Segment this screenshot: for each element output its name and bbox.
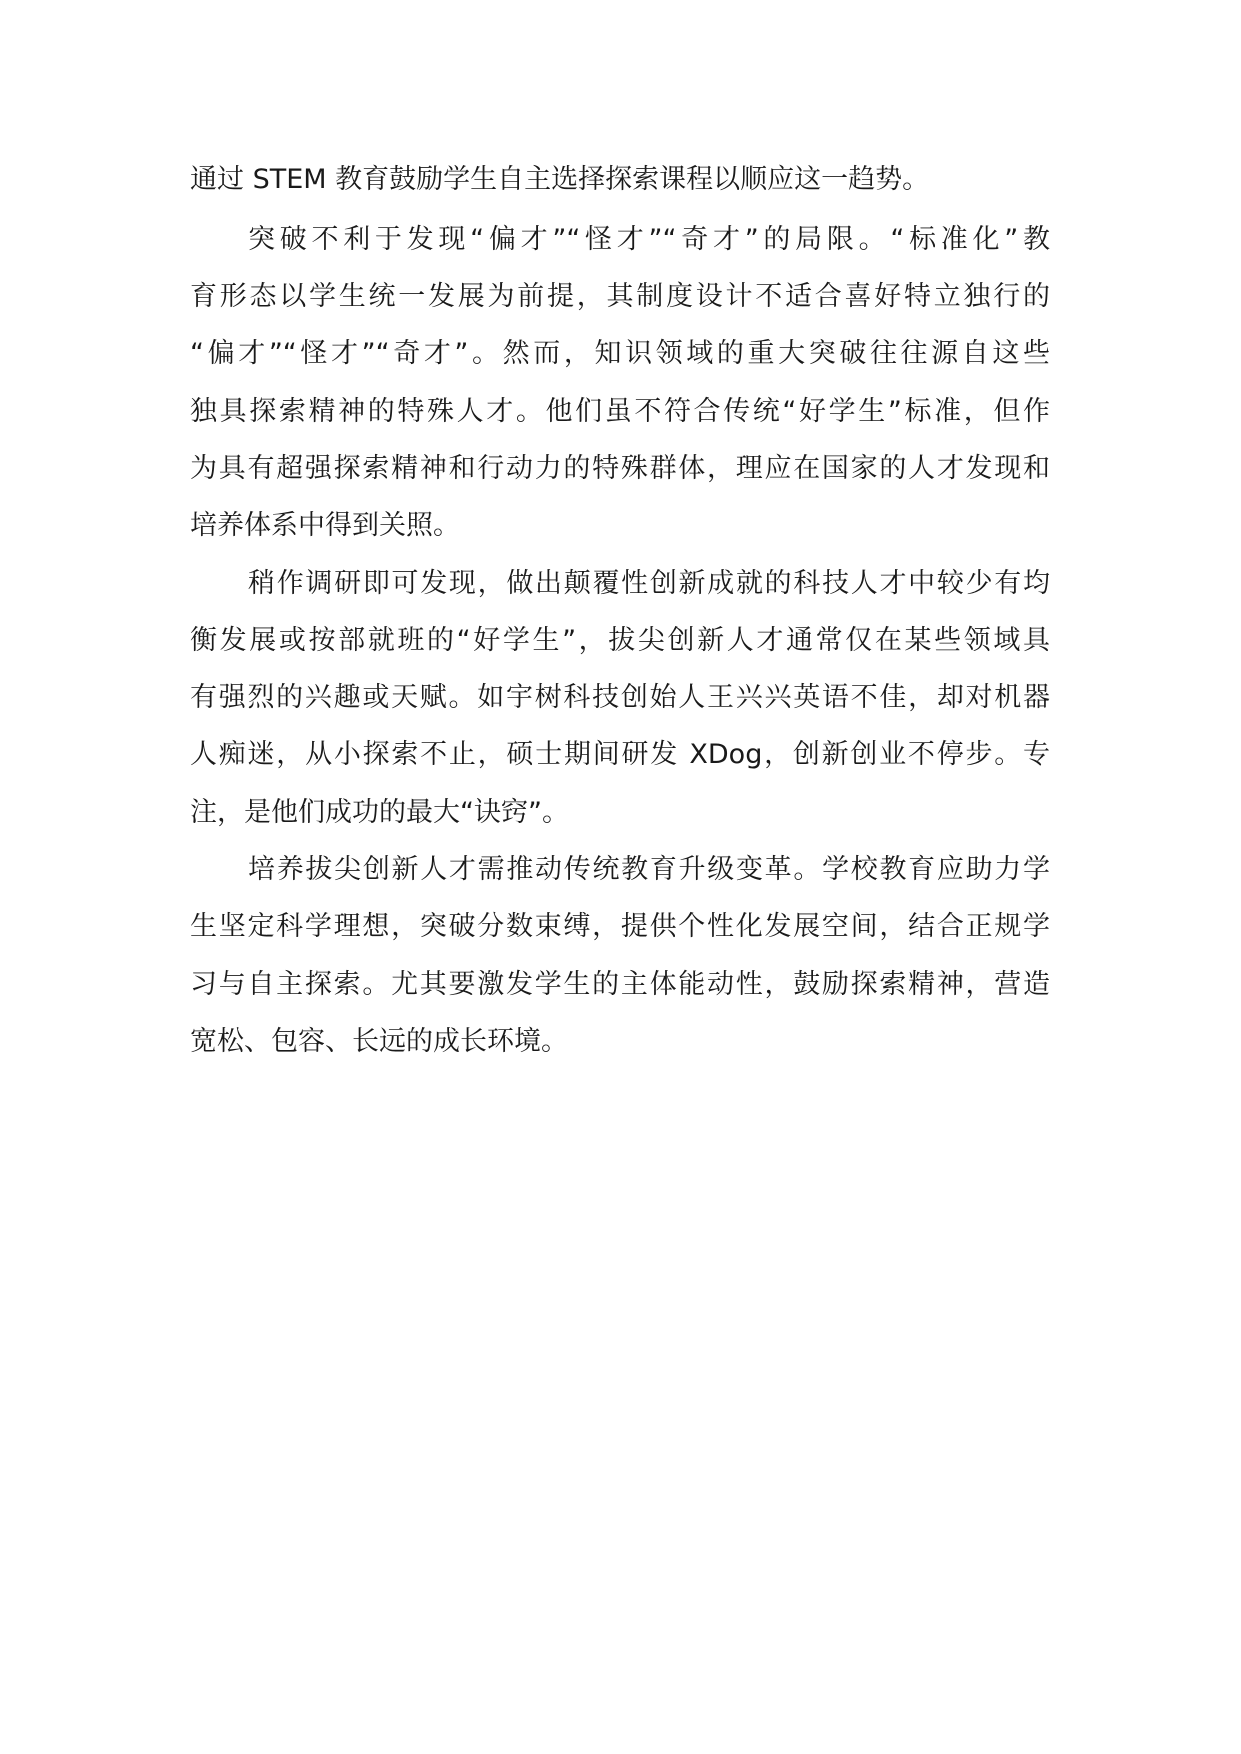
paragraph-2-line-5: 为具有超强探索精神和行动力的特殊群体，理应在国家的人才发现和 [190, 453, 1050, 484]
paragraph-3-line-2: 衡发展或按部就班的“好学生”，拔尖创新人才通常仅在某些领域具 [190, 625, 1050, 656]
paragraph-4-line-1: 培养拔尖创新人才需推动传统教育升级变革。学校教育应助力学 [248, 854, 1050, 885]
paragraph-3-line-1: 稍作调研即可发现，做出颠覆性创新成就的科技人才中较少有均 [248, 568, 1050, 599]
paragraph-4-line-3: 习与自主探索。尤其要激发学生的主体能动性，鼓励探索精神，营造 [190, 969, 1050, 1000]
paragraph-1-line-1: 通过 STEM 教育鼓励学生自主选择探索课程以顺应这一趋势。 [190, 164, 930, 195]
paragraph-2-line-2: 育形态以学生统一发展为前提，其制度设计不适合喜好特立独行的 [190, 281, 1050, 312]
paragraph-4-line-2: 生坚定科学理想，突破分数束缚，提供个性化发展空间，结合正规学 [190, 911, 1050, 942]
paragraph-2-line-6: 培养体系中得到关照。 [190, 510, 460, 541]
paragraph-2-line-1: 突破不利于发现“偏才”“怪才”“奇才”的局限。“标准化”教 [248, 224, 1050, 255]
paragraph-2-line-3: “偏才”“怪才”“奇才”。然而，知识领域的重大突破往往源自这些 [190, 338, 1050, 369]
paragraph-3-line-5: 注，是他们成功的最大“诀窍”。 [190, 797, 569, 828]
paragraph-3-line-3: 有强烈的兴趣或天赋。如宇树科技创始人王兴兴英语不佳，却对机器 [190, 682, 1050, 713]
paragraph-4-line-4: 宽松、包容、长远的成长环境。 [190, 1026, 568, 1057]
paragraph-3-line-4: 人痴迷，从小探索不止，硕士期间研发 XDog，创新创业不停步。专 [190, 739, 1050, 770]
paragraph-2-line-4: 独具探索精神的特殊人才。他们虽不符合传统“好学生”标准，但作 [190, 396, 1050, 427]
